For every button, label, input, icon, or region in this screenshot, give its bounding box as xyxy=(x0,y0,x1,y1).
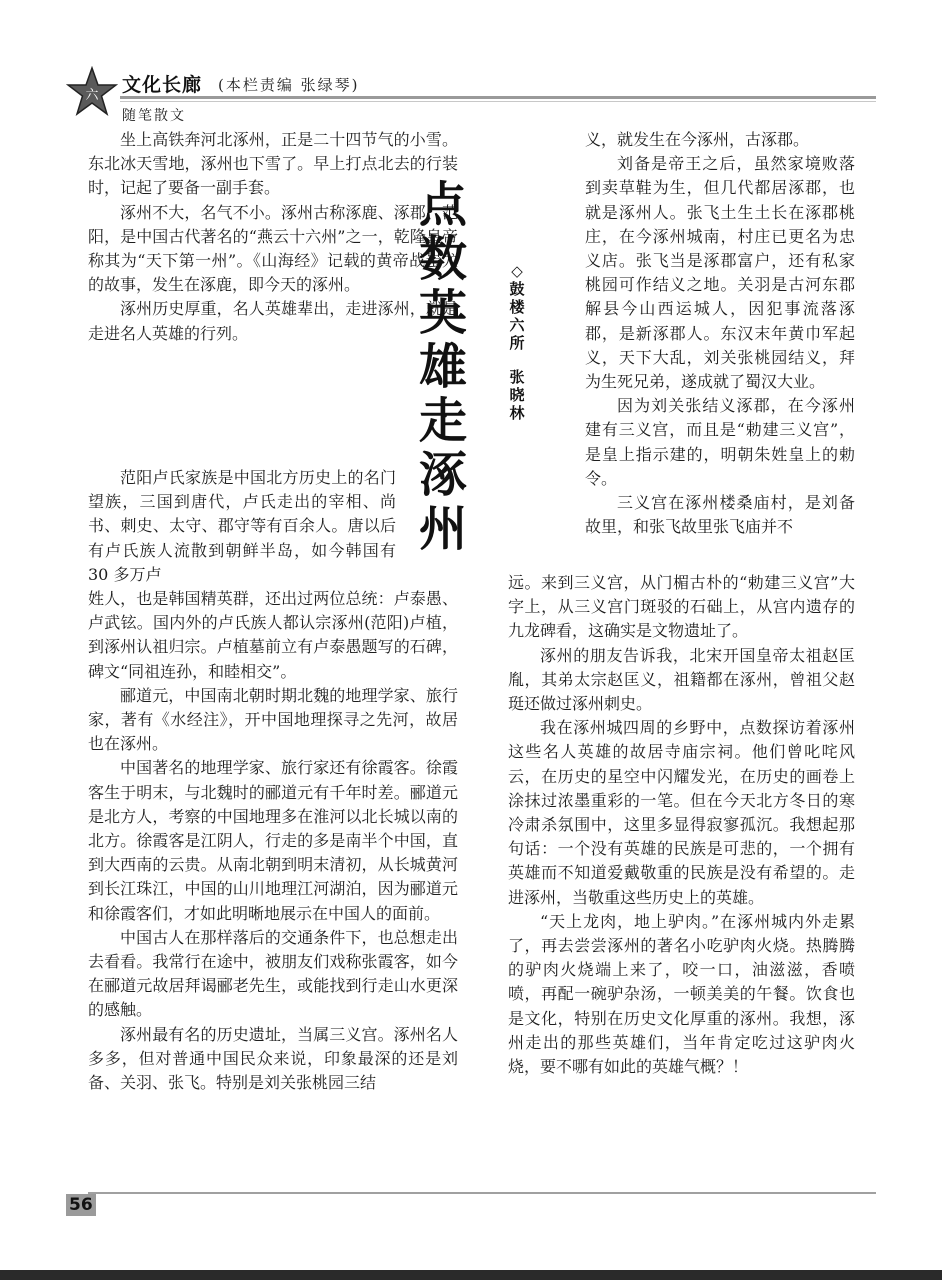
paragraph-continued: 姓人，也是韩国精英群，还出过两位总统：卢泰愚、卢武铉。国内外的卢氏族人都认宗涿州(范阳)卢植，到涿州认祖归宗。卢植墓前立有卢泰愚题写的石碑，碑文“同祖连孙，和睦相交”。 xyxy=(88,589,458,681)
author-char: 张 xyxy=(509,368,525,386)
title-char: 涿 xyxy=(418,447,467,503)
left-column-bottom xyxy=(88,587,458,1095)
paragraph: 涿州历史厚重，名人英雄辈出，走进涿州，就是走进名人英雄的行列。 xyxy=(88,299,458,343)
title-char: 州 xyxy=(418,501,467,557)
diamond-icon: ◇ xyxy=(511,262,523,280)
paragraph: 涿州不大，名气不小。涿州古称涿鹿、涿郡、范阳，是中国古代著名的“燕云十六州”之一，乾隆皇帝称其为“天下第一州”。《山海经》记载的黄帝战蚩尤的故事，发生在涿鹿，即今天的涿州。 xyxy=(88,202,458,295)
paragraph: 涿州最有名的历史遗址，当属三义宫。涿州名人多多，但对普通中国民众来说，印象最深的还是刘备、关羽、张飞。特别是刘关张桃园三结 xyxy=(88,1024,458,1093)
paragraph: 郦道元，中国南北朝时期北魏的地理学家、旅行家，著有《水经注》，开中国地理探寻之先河，故居也在涿州。 xyxy=(88,685,458,754)
article-title xyxy=(412,178,474,556)
author-char: 六 xyxy=(509,316,525,334)
left-column-narrow xyxy=(88,466,396,587)
paragraph: 中国古人在那样落后的交通条件下，也总想走出去看看。我常行在途中，被朋友们戏称张霞客，如今在郦道元故居拜谒郦老先生，或能找到行走山水更深的感触。 xyxy=(88,927,458,1020)
right-column-top xyxy=(585,128,855,539)
header-divider-thin xyxy=(120,101,876,102)
article-author xyxy=(505,262,529,422)
title-char: 数 xyxy=(418,231,467,287)
column-editor: (本栏责编 张绿琴) xyxy=(218,76,360,94)
title-char: 英 xyxy=(418,285,467,341)
paragraph: 因为刘关张结义涿郡，在今涿州建有三义宫，而且是“勅建三义宫”，是皇上指示建的，明朝朱姓皇上的勅令。 xyxy=(585,396,855,488)
page-number: 56 xyxy=(66,1194,96,1216)
title-char: 雄 xyxy=(418,339,467,395)
author-gap xyxy=(505,352,529,368)
header-divider xyxy=(120,96,876,99)
paragraph: 涿州的朋友告诉我，北宋开国皇帝太祖赵匡胤，其弟太宗赵匡义，祖籍都在涿州，曾祖父赵珽还做过涿州刺史。 xyxy=(508,645,855,714)
paragraph: 我在涿州城四周的乡野中，点数探访着涿州这些名人英雄的故居寺庙宗祠。他们曾叱咤风云，在历史的星空中闪耀发光，在历史的画卷上涂抹过浓墨重彩的一笔。但在今天北方冬日的寒冷肃杀氛围中，这里多显得寂寥孤沉。我想起那句话：一个没有英雄的民族是可悲的，一个拥有英雄而不知道爱戴敬重的民族是没有希望的。走进涿州，当敬重这些历史上的英雄。 xyxy=(508,718,855,907)
paragraph: 范阳卢氏家族是中国北方历史上的名门望族，三国到唐代，卢氏走出的宰相、尚书、刺史、太守、郡守等有百余人。唐以后有卢氏族人流散到朝鲜半岛，如今韩国有 30 多万卢 xyxy=(88,468,396,584)
author-char: 鼓 xyxy=(509,280,525,298)
paragraph-continued: 远。来到三义宫，从门楣古朴的“勅建三义宫”大字上，从三义宫门斑驳的石础上，从宫内遗存的九龙碑看，这确实是文物遗址了。 xyxy=(508,573,855,641)
section-label: 随笔散文 xyxy=(122,108,186,124)
title-char: 走 xyxy=(418,393,467,449)
paragraph: 中国著名的地理学家、旅行家还有徐霞客。徐霞客生于明末，与北魏时的郦道元有千年时差。郦道元是北方人，考察的中国地理多在淮河以北长城以南的北方。徐霞客是江阴人，行走的多是南半个中国，直到大西南的云贵。从南北朝到明末清初，从长城黄河到长江珠江，中国的山川地理江河湖泊，因为郦道元和徐霞客们，才如此明晰地展示在中国人的面前。 xyxy=(88,758,458,923)
author-char: 晓 xyxy=(509,386,525,404)
paragraph: 刘备是帝王之后，虽然家境败落到卖草鞋为生，但几代都居涿郡，也就是涿州人。张飞土生土长在涿郡桃庄，在今涿州城南，村庄已更名为忠义店。张飞当是涿郡富户，还有私家桃园可作结义之地。关羽是古河东郡解县今山西运城人，因犯事流落涿郡，是新涿郡人。东汉末年黄巾军起义，天下大乱，刘关张桃园结义，拜为生死兄弟，遂成就了蜀汉大业。 xyxy=(585,154,855,392)
bottom-edge-bar xyxy=(0,1270,942,1280)
paragraph: 三义宫在涿州楼桑庙村，是刘备故里，和张飞故里张飞庙并不 xyxy=(585,493,855,537)
right-column-bottom xyxy=(508,571,855,1079)
column-title: 文化长廊 xyxy=(122,74,203,96)
title-char: 点 xyxy=(418,177,467,233)
left-column-top xyxy=(88,128,458,346)
paragraph-continued: 义，就发生在今涿州，古涿郡。 xyxy=(585,130,810,149)
star-emblem-icon xyxy=(66,66,118,118)
author-char: 林 xyxy=(509,404,525,422)
author-char: 楼 xyxy=(509,298,525,316)
paragraph: “天上龙肉，地上驴肉。”在涿州城内外走累了，再去尝尝涿州的著名小吃驴肉火烧。热腾腾的驴肉火烧端上来了，咬一口，油滋滋，香喷喷，再配一碗驴杂汤，一顿美美的午餐。饮食也是文化，特别在历史文化厚重的涿州。我想，涿州走出的那些英雄们，当年肯定吃过这驴肉火烧，要不哪有如此的英雄气概？！ xyxy=(508,911,855,1077)
footer-divider xyxy=(88,1192,876,1194)
paragraph: 坐上高铁奔河北涿州，正是二十四节气的小雪。东北冰天雪地，涿州也下雪了。早上打点北去的行装时，记起了要备一副手套。 xyxy=(88,130,458,198)
author-char: 所 xyxy=(509,334,525,352)
star-emblem-label: 六 xyxy=(85,88,99,103)
